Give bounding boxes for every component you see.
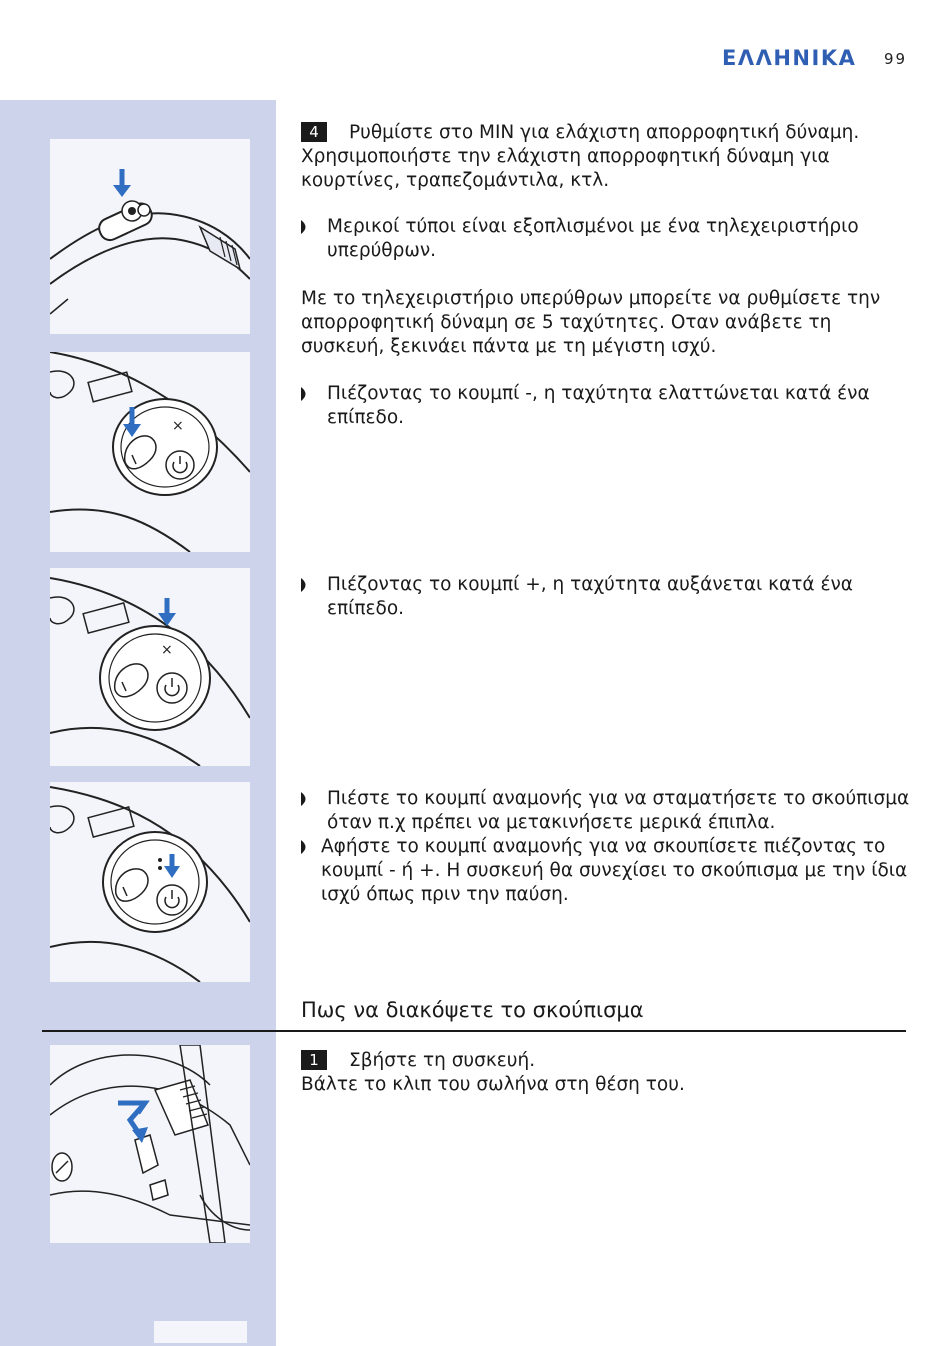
section-title: Πως να διακόψετε το σκούπισμα (301, 998, 644, 1022)
bullet-text: Πιέζοντας το κουμπί +, η ταχύτητα αυξάνεται κατά ένα επίπεδο. (327, 574, 853, 619)
page-number: 99 (884, 50, 908, 68)
step-number: 4 (301, 122, 327, 142)
bullet-marker-icon (301, 220, 311, 234)
illustration-remote-minus (50, 352, 250, 552)
illustration-remote-standby (50, 782, 250, 982)
bullet-text: Πιέζοντας το κουμπί -, η ταχύτητα ελαττώνεται κατά ένα επίπεδο. (327, 383, 870, 428)
bullet-marker-icon (301, 840, 311, 854)
step-4-line2: Χρησιμοποιήστε την ελάχιστη απορροφητική δύναμη για κουρτίνες, τραπεζομάντιλα, κτλ. (301, 146, 830, 191)
step-1 (301, 1049, 911, 1097)
bullet-text: Μερικοί τύποι είναι εξοπλισμένοι με ένα τηλεχειριστήριο υπερύθρων. (327, 216, 859, 261)
bullet-item (301, 382, 911, 430)
bullet-text: Πιέστε το κουμπί αναμονής για να σταματήσετε το σκούπισμα όταν π.χ πρέπει να μετακινήσετε μερικά έπιπλα. (327, 788, 910, 833)
step-4-line1: Ρυθμίστε στο MIN για ελάχιστη απορροφητική δύναμη. (349, 122, 860, 143)
illustration-handle-slider (50, 139, 250, 334)
illustration-hose-clip (50, 1045, 250, 1243)
bullet-item (301, 835, 911, 907)
bullet-marker-icon (301, 387, 311, 401)
bullet-marker-icon (301, 792, 311, 806)
svg-text:×: × (172, 418, 184, 434)
step-4 (301, 121, 911, 193)
language-heading: ΕΛΛΗΝΙΚΑ (722, 46, 857, 70)
bullet-item (301, 215, 911, 263)
bottom-strip (154, 1321, 247, 1343)
step-number: 1 (301, 1050, 327, 1070)
bullet-item (301, 787, 911, 835)
bullet-marker-icon (301, 578, 311, 592)
step-1-line1: Σβήστε τη συσκευή. (349, 1050, 536, 1071)
bullet-item (301, 573, 911, 621)
illustration-remote-plus (50, 568, 250, 766)
bullet-text: Αφήστε το κουμπί αναμονής για να σκουπίσετε πιέζοντας το κουμπί - ή +. Η συσκευή θα συνεχίσει το σκούπισμα με την ίδια ισχύ όπως πριν την παύση. (321, 836, 908, 905)
step-1-line2: Βάλτε το κλιπ του σωλήνα στη θέση του. (301, 1074, 685, 1095)
section-divider (42, 1030, 906, 1032)
svg-text:×: × (161, 642, 173, 658)
remote-paragraph: Με το τηλεχειριστήριο υπερύθρων μπορείτε να ρυθμίσετε την απορροφητική δύναμη σε 5 ταχύτητες. Οταν ανάβετε τη συσκευή, ξεκινάει πάντα με τη μέγιστη ισχύ. (301, 288, 881, 357)
